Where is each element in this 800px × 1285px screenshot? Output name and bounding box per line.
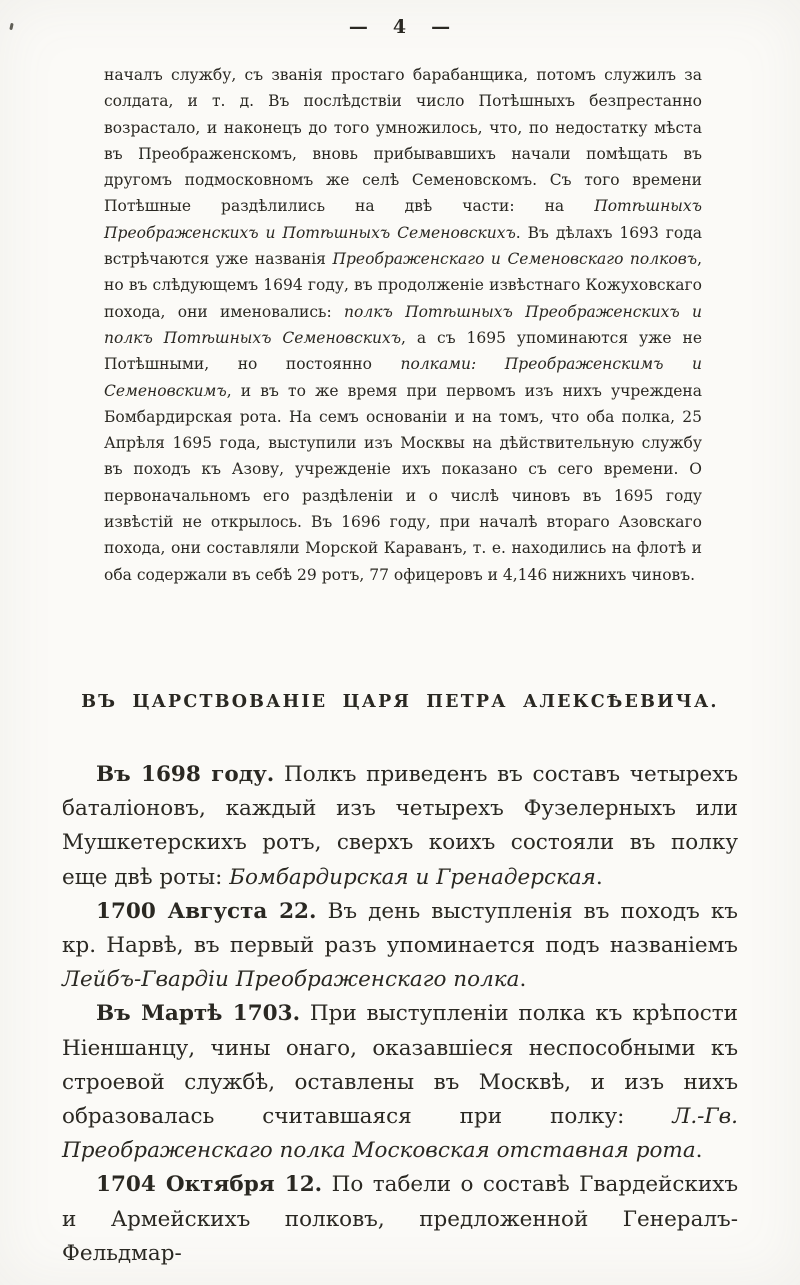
text-segment-normal: .: [695, 1138, 703, 1164]
header-dash-left: —: [348, 16, 369, 38]
text-segment-normal: Полкъ приведенъ въ составъ четырехъ баталіоновъ, каждый изъ четырехъ Фузелерныхъ или Мушкетерскихъ ротъ, сверхъ коихъ состояли въ полку еще двѣ роты:: [62, 762, 738, 890]
text-segment-normal: . Въ дѣлахъ 1693 года встрѣчаются уже названія: [104, 223, 703, 269]
text-segment-bold: Въ Мартѣ 1703.: [96, 1001, 301, 1027]
chronicle-entries: [62, 758, 738, 1271]
page-number: 4: [392, 16, 408, 38]
text-segment-normal: По табели о составѣ Гвардейскихъ и Армейскихъ полковъ, предложенной Генералъ-Фельдмар-: [62, 1172, 739, 1266]
text-segment-normal: .: [519, 967, 527, 993]
text-segment-italic: Потѣшныхъ Преображенскихъ и Потѣшныхъ Семеновскихъ: [104, 197, 702, 242]
text-segment-normal: , а съ 1695 упоминаются уже не Потѣшными, но постоянно: [104, 328, 702, 374]
text-segment-bold: Въ 1698 году.: [96, 762, 275, 787]
text-segment-bold: 1700 Августа 22.: [96, 898, 317, 924]
text-segment-normal: , и въ то же время при первомъ изъ нихъ учреждена Бомбардирская рота. На семъ основаніи и на томъ, что оба полка, 25 Апрѣля 1695 года, выступили изъ Москвы на дѣйствительную службу въ походъ къ Азову, учрежденіе ихъ показано съ сего времени. О первоначальномъ его раздѣленіи и о числѣ чиновъ въ 1695 году извѣстій не открылось. Въ 1696 году, при началѣ втораго Азовскаго похода, они составляли Морской Караванъ, т. е. находились на флотѣ и оба содержали въ себѣ 29 ротъ, 77 офицеровъ и 4,146 нижнихъ чиновъ.: [104, 381, 702, 584]
text-segment-normal: При выступленіи полка къ крѣпости Ніеншанцу, чины онаго, оказавшіеся неспособными къ строевой службѣ, оставлены въ Москвѣ, и изъ нихъ образовалась считавшаяся при полку:: [62, 1001, 738, 1130]
text-segment-italic: Лейбъ-Гвардіи Преображенскаго полка: [62, 967, 520, 993]
entry-1698: [62, 758, 738, 895]
section-heading: ВЪ ЦАРСТВОВАНІЕ ЦАРЯ ПЕТРА АЛЕКСѢЕВИЧА.: [81, 692, 719, 712]
text-segment-italic: Бомбардирская и Гренадерская: [229, 864, 596, 890]
text-segment-normal: .: [595, 864, 603, 890]
entry-1700: [62, 895, 738, 998]
text-segment-normal: Въ день выступленія въ походъ къ кр. Нарвѣ, въ первый разъ упоминается подъ названіемъ: [62, 898, 738, 959]
text-segment-italic: полками: Преображенскимъ и Семеновскимъ: [104, 355, 702, 400]
text-segment-italic: полкъ Потѣшныхъ Преображенскихъ и полкъ Потѣшныхъ Семеновскихъ: [104, 302, 702, 347]
text-segment-normal: , но въ слѣдующемъ 1694 году, въ продолженіе извѣстнаго Кожуховскаго похода, они именовались:: [104, 250, 702, 321]
header-dash-right: —: [431, 16, 452, 38]
text-segment-italic: Л.-Гв. Преображенскаго полка Московская отставная рота: [62, 1104, 738, 1164]
page-header: [0, 16, 800, 38]
text-segment-italic: Преображенскаго и Семеновскаго полковъ: [332, 250, 698, 269]
text-segment-normal: началъ службу, съ званія простаго барабанщика, потомъ служилъ за солдата, и т. д. Въ послѣдствіи число Потѣшныхъ безпрестанно возрастало, и наконецъ до того умножилось, что, по недостатку мѣста въ Преображенскомъ, вновь прибывавшихъ начали помѣщать въ другомъ подмосковномъ же селѣ Семеновскомъ. Съ того времени Потѣшные раздѣлились на двѣ части: на: [104, 66, 702, 216]
entry-1703: [62, 997, 738, 1168]
intro-paragraph: [104, 62, 702, 588]
text-segment-bold: 1704 Октября 12.: [96, 1172, 323, 1198]
entry-1704: [62, 1168, 738, 1271]
